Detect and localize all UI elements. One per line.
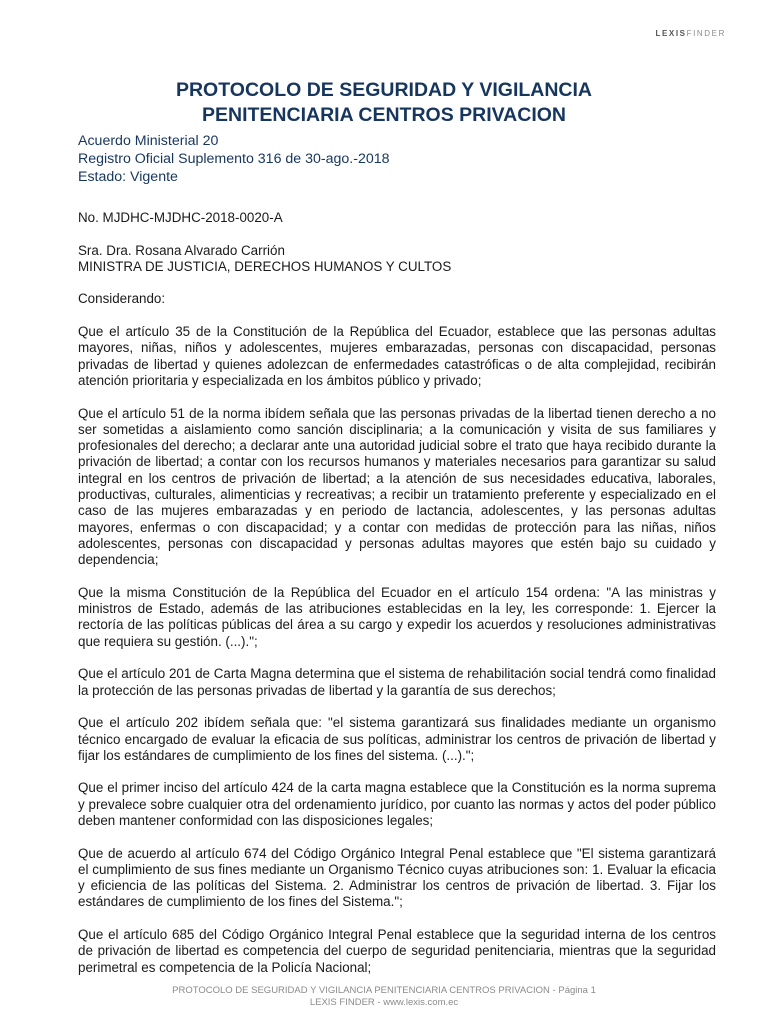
document-body <box>78 210 716 992</box>
paragraph: Que la misma Constitución de la República del Ecuador en el artículo 154 ordena: "A las ministras y ministros de Estado, además de las atribuciones establecidas en la ley, les corresponde: 1. Ejercer la rectoría de las políticas públicas del área a su cargo y expedir los acuerdos y resoluciones administrativas que requiera su gestión. (...)."; <box>78 584 716 649</box>
brand-logo <box>655 29 726 38</box>
paragraph: Que el artículo 51 de la norma ibídem señala que las personas privadas de la libertad tienen derecho a no ser sometidas a aislamiento como sanción disciplinaria; a la comunicación y visita de sus familiares y profesionales del derecho; a declarar ante una autoridad judicial sobre el trato que haya recibido durante la privación de libertad; a contar con los recursos humanos y materiales necesarios para garantizar su salud integral en los centros de privación de libertad; a la atención de sus necesidades educativa, laborales, productivas, culturales, alimenticias y recreativas; a recibir un tratamiento preferente y especializado en el caso de las mujeres embarazadas y en periodo de lactancia, adolescentes, y las personas adultas mayores, enfermas o con discapacidad; y a contar con medidas de protección para las niñas, niños adolescentes, personas con discapacidad y personas adultas mayores que estén bajo su cuidado y dependencia; <box>78 405 716 568</box>
agreement-label: Acuerdo Ministerial 20 <box>78 133 219 149</box>
brand-logo-part2: FINDER <box>686 29 726 38</box>
document-metadata <box>78 132 390 186</box>
page-footer <box>0 985 768 1008</box>
status-label: Estado: Vigente <box>78 169 178 185</box>
document-number: No. MJDHC-MJDHC-2018-0020-A <box>78 210 283 225</box>
considering-heading: Considerando: <box>78 291 166 307</box>
registry-label: Registro Oficial Suplemento 316 de 30-ago.-2018 <box>78 151 390 167</box>
paragraph: Que de acuerdo al artículo 674 del Código Orgánico Integral Penal establece que "El sistema garantizará el cumplimiento de sus fines mediante un Organismo Técnico cuyas atribuciones son: 1. Evaluar la eficacia y eficiencia de las políticas del Sistema. 2. Administrar los centros de privación de libertad. 3. Fijar los estándares de cumplimiento de los fines del Sistema."; <box>78 845 716 910</box>
paragraph: Que el artículo 202 ibídem señala que: "el sistema garantizará sus finalidades mediante un organismo técnico encargado de evaluar la eficacia de sus políticas, administrar los centros de privación de libertad y fijar los estándares de cumplimiento de los fines del sistema. (...)."; <box>78 715 716 763</box>
document-title-line2: PENITENCIARIA CENTROS PRIVACION <box>201 104 567 126</box>
brand-logo-part1: LEXIS <box>655 29 687 38</box>
paragraph: Que el primer inciso del artículo 424 de la carta magna establece que la Constitución es la norma suprema y prevalece sobre cualquier otra del ordenamiento jurídico, por cuanto las normas y actos del poder público deben mantener conformidad con las disposiciones legales; <box>78 780 716 828</box>
paragraph: Que el artículo 35 de la Constitución de la República del Ecuador, establece que las personas adultas mayores, niñas, niños y adolescentes, mujeres embarazadas, personas con discapacidad, personas privadas de libertad y quienes adolezcan de enfermedades catastróficas o de alta complejidad, recibirán atención prioritaria y especializada en los ámbitos público y privado; <box>78 324 716 388</box>
document-title-line1: PROTOCOLO DE SEGURIDAD Y VIGILANCIA <box>175 79 593 101</box>
signer-name: Sra. Dra. Rosana Alvarado Carrión <box>78 242 285 258</box>
signer-title: MINISTRA DE JUSTICIA, DERECHOS HUMANOS Y CULTOS <box>78 258 452 274</box>
footer-title: PROTOCOLO DE SEGURIDAD Y VIGILANCIA PENITENCIARIA CENTROS PRIVACION - Página 1 <box>172 985 596 996</box>
document-title <box>0 78 768 128</box>
paragraph: Que el artículo 201 de Carta Magna determina que el sistema de rehabilitación social tendrá como finalidad la protección de las personas privadas de libertad y la garantía de sus derechos; <box>78 666 716 698</box>
signer-block <box>78 243 716 276</box>
paragraph: Que el artículo 685 del Código Orgánico Integral Penal establece que la seguridad interna de los centros de privación de libertad es competencia del cuerpo de seguridad penitenciaria, mientras que la seguridad perimetral es competencia de la Policía Nacional; <box>78 927 716 975</box>
footer-site: LEXIS FINDER - www.lexis.com.ec <box>309 996 459 1008</box>
